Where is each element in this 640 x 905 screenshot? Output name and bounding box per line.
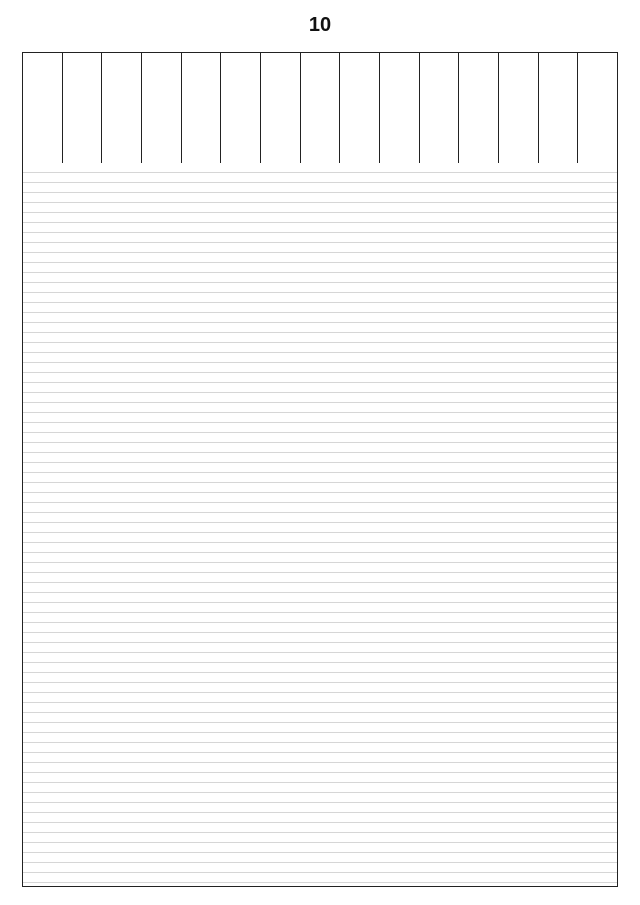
column-header [63,53,103,163]
column-header [182,53,222,163]
page-number: 10 [308,14,332,36]
column-header [380,53,420,163]
column-header [102,53,142,163]
column-header [301,53,341,163]
column-header [420,53,460,163]
column-header [459,53,499,163]
table-body [23,163,617,886]
table-header [23,53,617,164]
column-header [539,53,579,163]
column-header [261,53,301,163]
column-header [221,53,261,163]
register-table [22,52,618,887]
column-header [578,53,617,163]
column-header [340,53,380,163]
column-header [23,53,63,163]
column-header [499,53,539,163]
column-header [142,53,182,163]
